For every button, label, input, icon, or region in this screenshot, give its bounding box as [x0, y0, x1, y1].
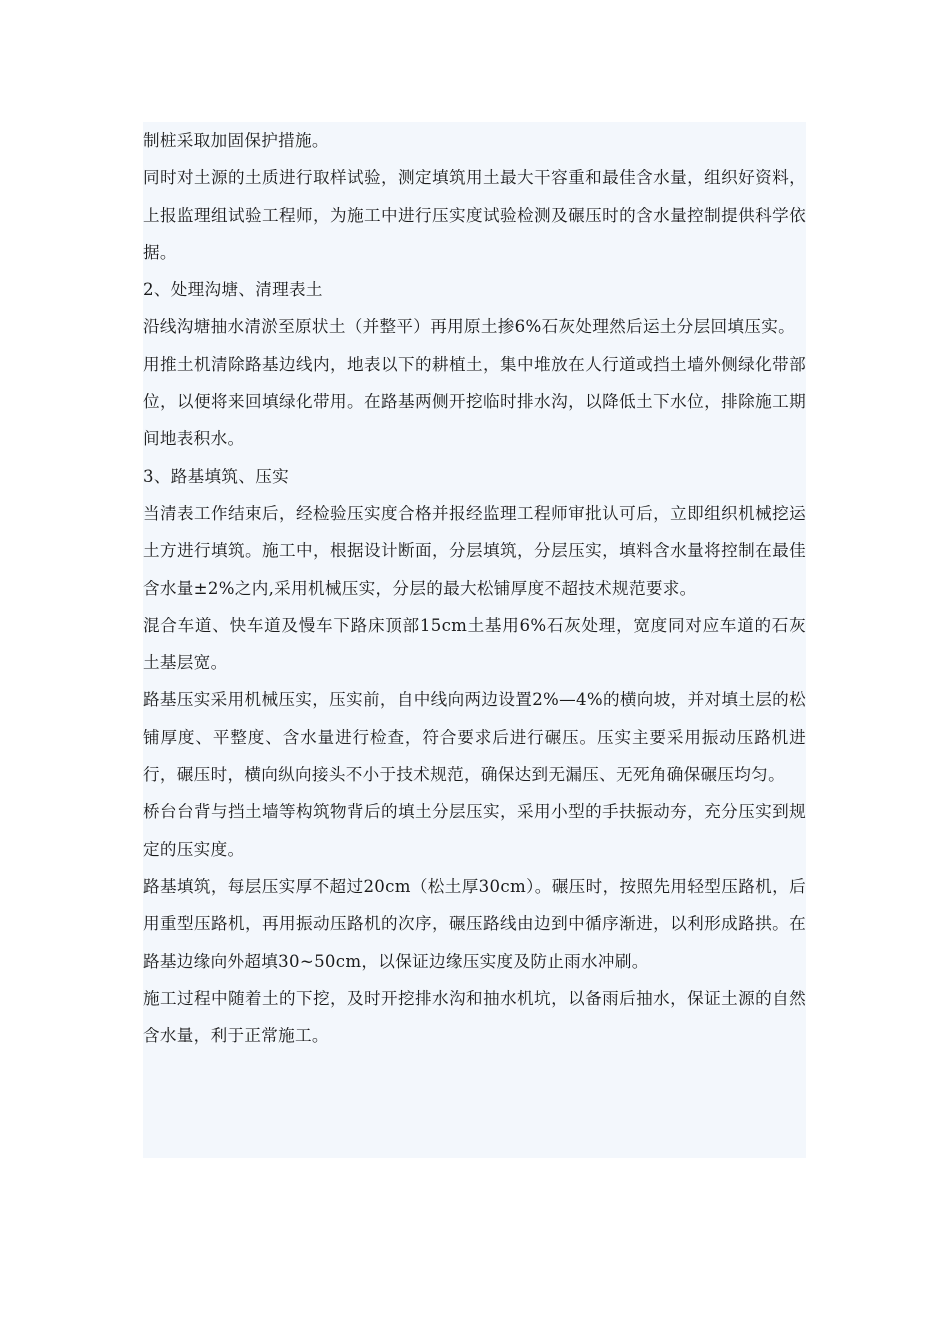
paragraph-topsoil-clearing: 用推土机清除路基边线内，地表以下的耕植土，集中堆放在人行道或挡土墙外侧绿化带部位，以便将来回填绿化带用。在路基两侧开挖临时排水沟，以降低土下水位，排除施工期间地表积水。 — [143, 354, 806, 449]
paragraph-pond-treatment: 沿线沟塘抽水清淤至原状土（并整平）再用原土掺6%石灰处理然后运土分层回填压实。 — [143, 317, 795, 337]
paragraph-continuation: 制桩采取加固保护措施。 — [143, 131, 329, 150]
document-body — [143, 122, 806, 1158]
paragraph-abutment-backfill: 桥台台背与挡土墙等构筑物背后的填土分层压实，采用小型的手扶振动夯，充分压实到规定的压实度。 — [143, 802, 806, 859]
section-heading-2: 2、处理沟塘、清理表土 — [143, 280, 323, 300]
paragraph-fill-procedure: 当清表工作结束后，经检验压实度合格并报经监理工程师审批认可后，立即组织机械挖运土方进行填筑。施工中，根据设计断面，分层填筑，分层压实，填料含水量将控制在最佳含水量±2%之内,采用机械压实，分层的最大松铺厚度不超技术规范要求。 — [143, 503, 806, 598]
paragraph-drainage: 施工过程中随着土的下挖，及时开挖排水沟和抽水机坑，以备雨后抽水，保证土源的自然含水量，利于正常施工。 — [143, 988, 806, 1046]
section-heading-3: 3、路基填筑、压实 — [143, 466, 290, 486]
paragraph-layer-thickness: 路基填筑，每层压实厚不超过20cm（松土厚30cm）。碾压时，按照先用轻型压路机，后用重型压路机，再用振动压路机的次序，碾压路线由边到中循序渐进，以利形成路拱。在路基边缘向外超填30~50cm，以保证边缘压实度及防止雨水冲刷。 — [143, 876, 806, 971]
paragraph-soil-testing: 同时对土源的土质进行取样试验，测定填筑用土最大干容重和最佳含水量，组织好资料，上报监理组试验工程师，为施工中进行压实度试验检测及碾压时的含水量控制提供科学依据。 — [143, 168, 806, 262]
paragraph-lime-treatment: 混合车道、快车道及慢车下路床顶部15cm土基用6%石灰处理，宽度同对应车道的石灰土基层宽。 — [143, 615, 806, 673]
paragraph-compaction: 路基压实采用机械压实，压实前，自中线向两边设置2%—4%的横向坡，并对填土层的松铺厚度、平整度、含水量进行检查，符合要求后进行碾压。压实主要采用振动压路机进行，碾压时，横向纵向接头不小于技术规范，确保达到无漏压、无死角确保碾压均匀。 — [143, 690, 806, 785]
